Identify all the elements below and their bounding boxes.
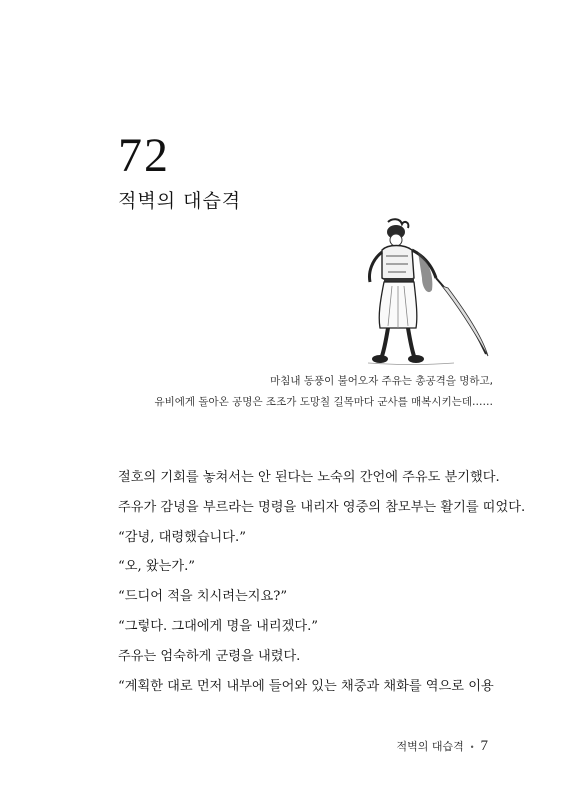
caption-line-1: 마침내 동풍이 불어오자 주유는 총공격을 명하고, [270, 375, 493, 387]
chapter-body [118, 463, 526, 701]
footer-separator: • [469, 742, 475, 752]
chapter-number: 72 [118, 129, 170, 182]
body-paragraph: “그렇다. 그대에게 명을 내리겠다.” [118, 618, 319, 634]
body-paragraph: “드디어 적을 치시려는지요?” [118, 589, 288, 605]
body-paragraph: “오, 왔는가.” [118, 559, 196, 575]
body-paragraph: 절호의 기회를 놓쳐서는 안 된다는 노숙의 간언에 주유도 분기했다. [118, 470, 500, 485]
body-paragraph: “감녕, 대령했습니다.” [118, 529, 246, 545]
caption-line-2: 유비에게 돌아온 공명은 조조가 도망칠 길목마다 군사를 매복시키는데…… [154, 396, 493, 408]
warrior-with-sword-illustration [358, 216, 498, 366]
body-paragraph: 주유가 감녕을 부르라는 명령을 내리자 영중의 참모부는 활기를 띠었다. [118, 499, 526, 515]
page-footer [397, 738, 488, 755]
running-title: 적벽의 대습격 [396, 740, 464, 753]
illustration-caption [154, 371, 493, 413]
page-number: 7 [480, 738, 488, 754]
body-paragraph: “계획한 대로 먼저 내부에 들어와 있는 채중과 채화를 역으로 이용 [118, 678, 494, 694]
chapter-title: 적벽의 대습격 [118, 190, 242, 212]
body-paragraph: 주유는 엄숙하게 군령을 내렸다. [118, 648, 301, 664]
